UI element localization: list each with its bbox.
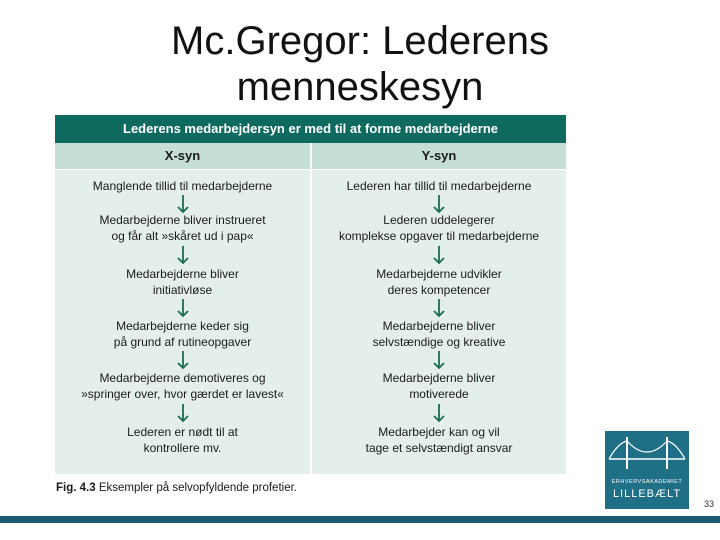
- y-column-step-1-line-1: Lederen har tillid til medarbejderne: [346, 179, 532, 193]
- figure-header: Lederens medarbejdersyn er med til at forme medarbejderne: [55, 115, 566, 143]
- y-column-step-5-line-2: motiverede: [409, 387, 469, 401]
- y-column-title: Y-syn: [312, 143, 566, 169]
- down-arrow-icon: [176, 298, 190, 318]
- bridge-icon: [605, 435, 689, 471]
- x-column-step-3-line-2: initiativløse: [152, 283, 213, 297]
- figure-caption: [56, 482, 297, 494]
- x-column-step-1: [55, 178, 310, 194]
- logo-line-2: LILLEBÆLT: [612, 488, 682, 500]
- figure-caption-text: Eksempler på selvopfyldende profetier.: [95, 482, 297, 494]
- x-column-step-2: [55, 212, 310, 244]
- x-column-step-4-line-1: Medarbejderne keder sig: [116, 319, 249, 333]
- x-column: [55, 170, 310, 474]
- y-column-step-5-line-1: Medarbejderne bliver: [382, 371, 496, 385]
- y-column: [312, 170, 566, 474]
- x-column-step-6-line-2: kontrollere mv.: [143, 441, 222, 455]
- x-column-title: X-syn: [55, 143, 310, 169]
- x-column-step-6-line-1: Lederen er nødt til at: [127, 425, 238, 439]
- page-number: 33: [703, 499, 714, 509]
- y-column-step-1: [312, 178, 566, 194]
- y-column-step-6: [312, 424, 566, 456]
- y-column-step-2-line-1: Lederen uddelegerer: [383, 213, 495, 227]
- y-column-step-6-line-1: Medarbejder kan og vil: [378, 425, 500, 439]
- figure-caption-label: Fig. 4.3: [56, 482, 96, 494]
- slide-title-line-2: menneskesyn: [236, 65, 484, 109]
- down-arrow-icon: [432, 245, 446, 265]
- down-arrow-icon: [176, 194, 190, 214]
- institution-logo: [605, 431, 689, 509]
- y-column-step-4-line-1: Medarbejderne bliver: [382, 319, 496, 333]
- x-column-step-6: [55, 424, 310, 456]
- slide-title-line-1: Mc.Gregor: Lederens: [171, 19, 549, 63]
- logo-line-1: ERHVERVSAKADEMIET: [611, 479, 683, 485]
- x-column-step-5-line-2: »springer over, hvor gærdet er lavest«: [81, 387, 284, 401]
- down-arrow-icon: [432, 350, 446, 370]
- x-column-step-3-line-1: Medarbejderne bliver: [126, 267, 239, 281]
- y-column-step-2: [312, 212, 566, 244]
- down-arrow-icon: [176, 350, 190, 370]
- down-arrow-icon: [432, 194, 446, 214]
- y-column-step-3: [312, 266, 566, 298]
- y-column-step-4: [312, 318, 566, 350]
- x-column-step-5-line-1: Medarbejderne demotiveres og: [99, 371, 266, 385]
- down-arrow-icon: [432, 403, 446, 423]
- x-column-step-4: [55, 318, 310, 350]
- down-arrow-icon: [176, 245, 190, 265]
- x-column-step-5: [55, 370, 310, 402]
- x-column-step-3: [55, 266, 310, 298]
- x-column-step-2-line-1: Medarbejderne bliver instrueret: [99, 213, 266, 227]
- bottom-bar: [0, 516, 720, 523]
- y-column-step-3-line-2: deres kompetencer: [387, 283, 491, 297]
- down-arrow-icon: [176, 403, 190, 423]
- y-column-step-6-line-2: tage et selvstændigt ansvar: [365, 441, 513, 455]
- figure: [47, 112, 579, 502]
- y-column-step-2-line-2: komplekse opgaver til medarbejderne: [338, 229, 540, 243]
- x-column-step-2-line-2: og får alt »skåret ud i pap«: [111, 229, 254, 243]
- y-column-step-3-line-1: Medarbejderne udvikler: [376, 267, 502, 281]
- y-column-step-4-line-2: selvstændige og kreative: [372, 335, 506, 349]
- down-arrow-icon: [432, 298, 446, 318]
- y-column-step-5: [312, 370, 566, 402]
- x-column-step-4-line-2: på grund af rutineopgaver: [113, 335, 252, 349]
- slide-title: [0, 18, 720, 110]
- x-column-step-1-line-1: Manglende tillid til medarbejderne: [92, 179, 273, 193]
